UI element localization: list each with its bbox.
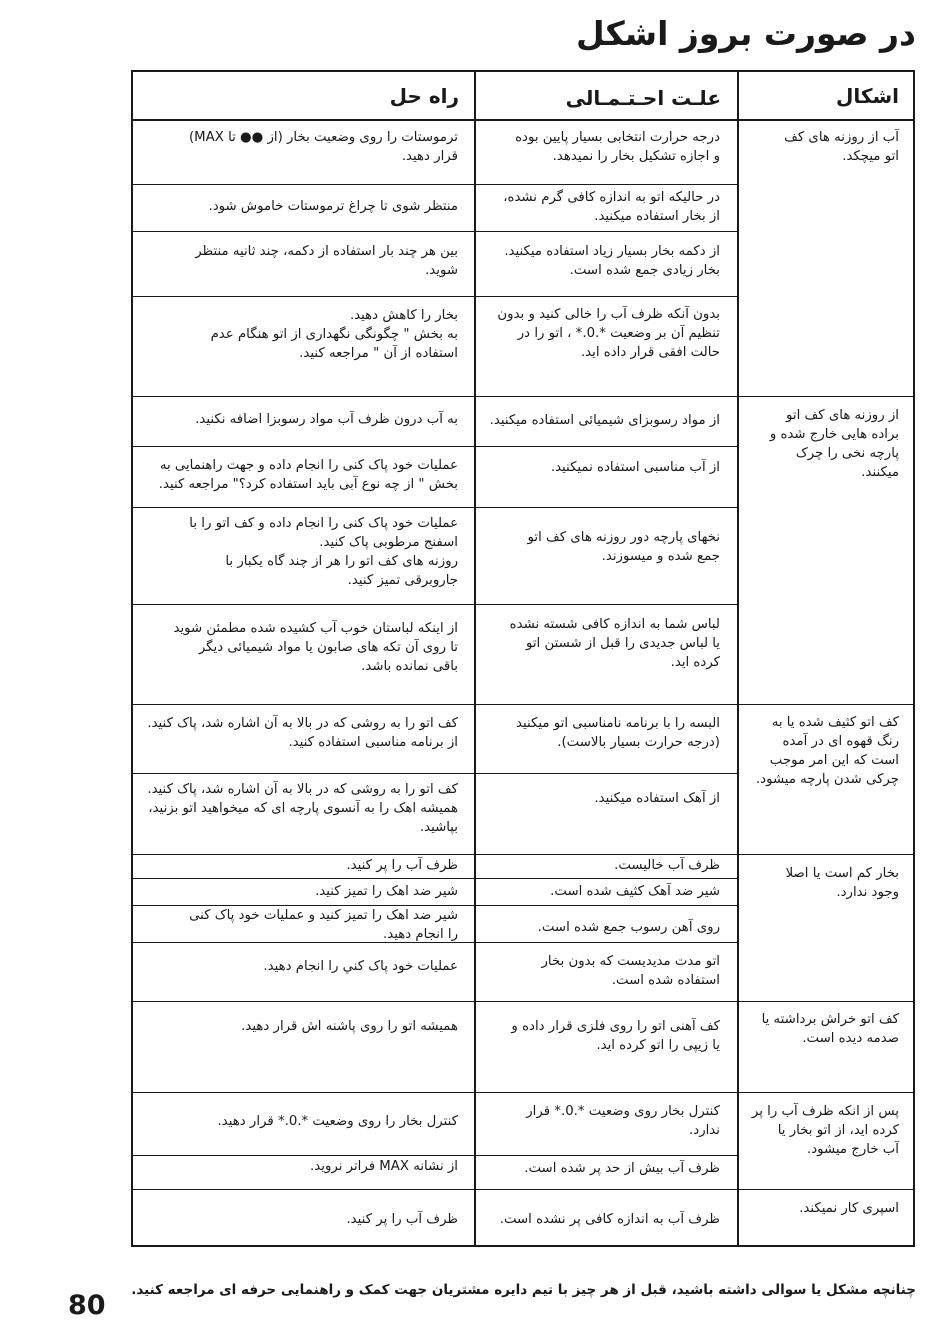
page-title: در صورت بروز اشکل [576,14,916,53]
cause-cell: کنترل بخار روی وضعیت *.0.* قرار ندارد. [526,1104,720,1138]
row-divider [133,1155,737,1156]
cause-cell: در حالیکه اتو به اندازه کافی گرم نشده، از بخار استفاده میکنید. [503,190,720,224]
header-cause: علـت احـتـمـالی [565,86,721,110]
solution-cell: عملیات خود پاک کنی را انجام داده و جهت راهنمایی به بخش " از چه نوع آبی باید استفاده کرد؟" مراجعه کنید. [158,458,458,492]
row-divider [133,604,737,605]
cause-cell: البسه را با برنامه نامناسبی اتو میکنید (درجه حرارت بسیار بالاست). [516,716,720,750]
problem-cell: از روزنه های کف اتو براده هایی خارج شده و پارچه نخی را چرک میکنند. [769,408,899,480]
solution-cell: شیر ضد اهک را تمیز کنید و عملیات خود پاک کنی را انجام دهید. [189,908,458,942]
cause-cell: کف آهنی اتو را روی فلزی قرار داده و یا زیپی را اتو کرده اید. [511,1019,720,1053]
group-divider [133,854,913,855]
cause-cell: درجه حرارت انتخابی بسیار پایین بوده و اجازه تشکیل بخار را نمیدهد. [515,130,720,164]
row-divider [133,231,737,232]
solution-cell: شیر ضد اهک را تمیز کنید. [315,884,458,899]
solution-cell: بین هر چند بار استفاده از دکمه، چند ثانیه منتظر شوید. [195,244,458,278]
problem-cell: پس از انکه ظرف آب را پر کرده اید، از اتو بخار یا آب خارج میشود. [751,1104,899,1157]
solution-cell: ترموستات را روی وضعیت بخار (از ●● تا MAX) قرار دهید. [188,130,458,164]
solution-cell: از نشانه MAX فراتر نروید. [310,1159,458,1174]
troubleshooting-table [131,70,915,1247]
problem-cell: اسپری کار نمیکند. [799,1201,899,1216]
solution-cell: منتظر شوی تا چراغ ترموستات خاموش شود. [208,199,458,214]
cause-cell: روی آهن رسوب جمع شده است. [537,920,720,935]
group-divider [133,704,913,705]
solution-cell: ظرف آب را پر کنید. [346,858,458,873]
header-problem: اشکال [835,84,899,108]
cause-cell: نخهای پارچه دور روزنه های کف اتو جمع شده و میسوزند. [527,530,720,564]
solution-cell: عملیات خود پاک کني را انجام دهید. [263,959,458,974]
cause-cell: از مواد رسوبزای شیمیائی استفاده میکنید. [489,413,720,428]
row-divider [133,507,737,508]
solution-cell: همیشه اتو را روی پاشنه اش قرار دهید. [241,1019,458,1034]
cause-cell: ظرف آب بیش از حد پر شده است. [524,1161,720,1176]
solution-cell: کف اتو را به روشی که در بالا به آن اشاره شد، پاک کنید. از برنامه مناسبی استفاده کنید. [147,716,458,750]
column-divider [737,72,739,1245]
row-divider [133,184,737,185]
row-divider [133,446,737,447]
problem-cell: کف اتو خراش برداشته یا صدمه دیده است. [761,1012,899,1046]
solution-cell: به آب درون ظرف آب مواد رسوبزا اضافه نکنید. [195,412,458,427]
solution-cell: عملیات خود پاک کنی را انجام داده و کف اتو را با اسفنج مرطوبی پاک کنید. روزنه های کف اتو را هر از چند گاه یکبار با جاروبرقی تمیز کنید. [189,516,458,588]
solution-cell: کف اتو را به روشی که در بالا به آن اشاره شد، پاک کنید. همیشه اهک را به آنسوی پارچه ای که میخواهید اتو بزنید، بپاشید. [147,782,458,835]
row-divider [133,296,737,297]
cause-cell: لباس شما به اندازه کافی شسته نشده یا لباس جدیدی را قبل از شستن اتو کرده اید. [509,617,720,670]
solution-cell: ظرف آب را پر کنید. [346,1212,458,1227]
solution-cell: بخار را کاهش دهید. به بخش " چگونگی نگهداری از اتو هنگام عدم استفاده از آن " مراجعه کنید. [210,308,458,361]
problem-cell: آب از روزنه های کف اتو میچکد. [784,130,899,164]
cause-cell: از آهک استفاده میکنید. [594,791,720,806]
cause-cell: بدون آنکه ظرف آب را خالی کنید و بدون تنظیم آن بر وضعیت *.0.* ، اتو را در حالت افقی قرار داده اید. [497,307,720,360]
support-note: چنانچه مشکل یا سوالی داشته باشید، قبل از هر چیز با تیم دایره مشتریان جهت کمک و راهنمایی حرفه ای مراجعه کنید. [131,1282,916,1298]
group-divider [133,1189,913,1190]
group-divider [133,1092,913,1093]
header-solution: راه حل [389,84,459,108]
problem-cell: کف اتو کثیف شده یا به رنگ قهوه ای در آمده است که این امر موجب چرکی شدن پارچه میشود. [755,715,899,787]
row-divider [133,878,737,879]
cause-cell: شیر ضد آهک کثیف شده است. [550,884,720,899]
cause-cell: اتو مدت مدیدیست که بدون بخار استفاده شده است. [541,954,720,988]
group-divider [133,396,913,397]
row-divider [133,773,737,774]
group-divider [133,1001,913,1002]
solution-cell: کنترل بخار را روی وضعیت *.0.* قرار دهید. [217,1114,458,1129]
cause-cell: ظرف آب خالیست. [614,858,720,873]
header-divider [133,119,913,121]
problem-cell: بخار کم است یا اصلا وجود ندارد. [785,866,899,900]
cause-cell: ظرف آب به اندازه کافی پر نشده است. [499,1212,720,1227]
cause-cell: از آب مناسبی استفاده نمیکنید. [550,460,720,475]
page-number: 80 [68,1290,106,1321]
solution-cell: از اینکه لباستان خوب آب کشیده شده مطمئن شوید تا روی آن تکه های صابون یا مواد شیمیائی دیگر باقی نمانده باشد. [173,621,458,674]
cause-cell: از دکمه بخار بسیار زیاد استفاده میکنید. بخار زیادی جمع شده است. [504,244,720,278]
